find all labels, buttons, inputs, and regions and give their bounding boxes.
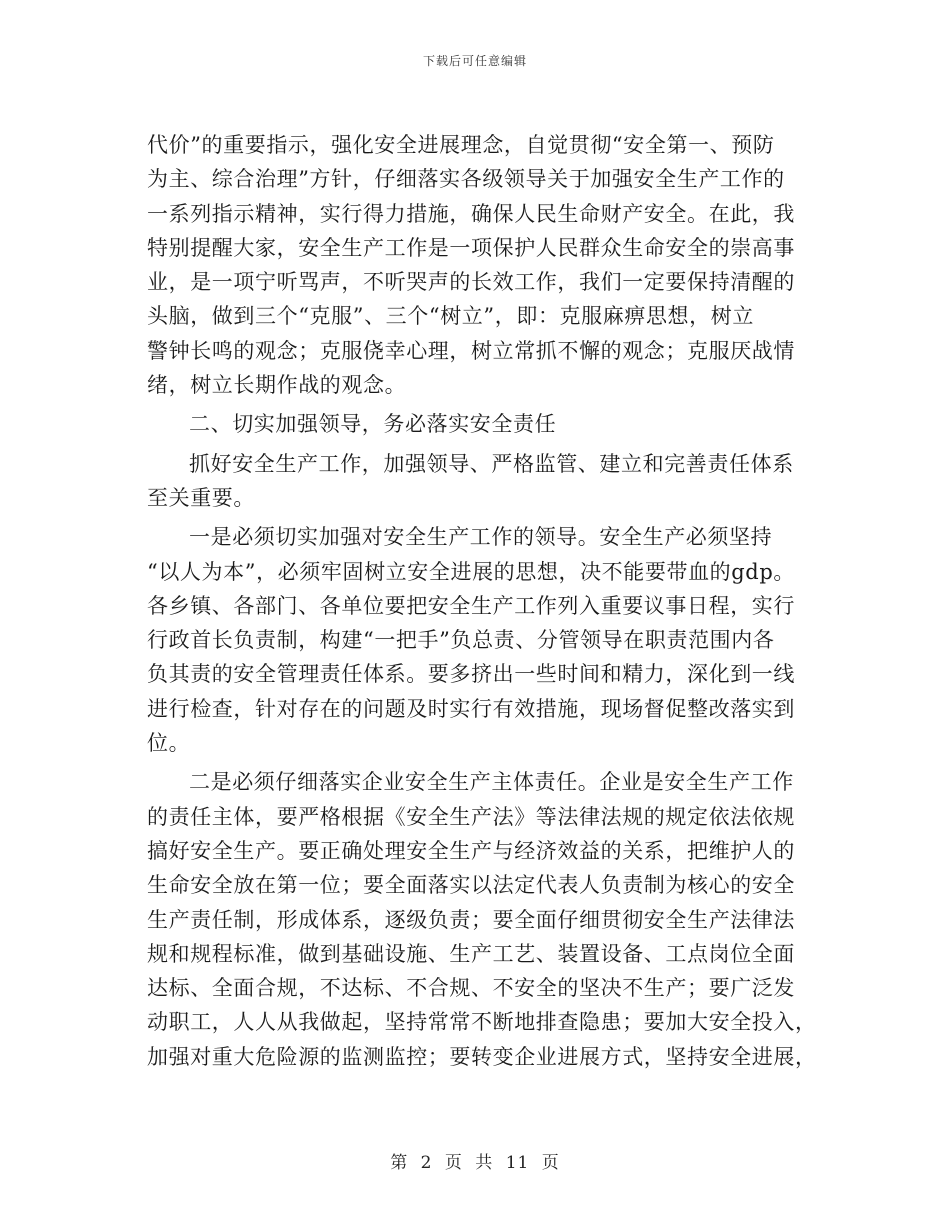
paragraph-line: 业，是一项宁听骂声，不听哭声的长效工作，我们一定要保持清醒的 — [147, 270, 795, 295]
paragraph-line: 搞好安全生产。要正确处理安全生产与经济效益的关系，把维护人的 — [147, 838, 795, 863]
paragraph-line: 达标、全面合规，不达标、不合规、不安全的坚决不生产；要广泛发 — [147, 976, 795, 1001]
paragraph-line: 抓好安全生产工作，加强领导、严格监管、建立和完善责任体系 — [189, 451, 794, 476]
paragraph-line: 各乡镇、各部门、各单位要把安全生产工作列入重要议事日程，实行 — [147, 593, 795, 618]
page-header: 下载后可任意编辑 — [422, 54, 527, 68]
current-page-number: 2 — [420, 1153, 433, 1173]
paragraph-line: 位。 — [147, 731, 191, 756]
page-unit-label: 页 — [444, 1153, 463, 1173]
paragraph-line: 一是必须切实加强对安全生产工作的领导。安全生产必须坚持 — [189, 525, 773, 550]
paragraph-line: 动职工，人人从我做起，坚持常常不断地排查隐患；要加大安全投入， — [147, 1010, 817, 1035]
paragraph — [147, 447, 807, 516]
paragraph-line: 加强对重大危险源的监测监控；要转变企业进展方式，坚持安全进展， — [147, 1044, 817, 1069]
paragraph-line: 特别提醒大家，安全生产工作是一项保护人民群众生命安全的崇高事 — [147, 235, 795, 260]
paragraph — [147, 520, 807, 760]
total-pages-number: 11 — [505, 1153, 530, 1173]
paragraph-line: 进行检查，针对存在的问题及时实行有效措施，现场督促整改落实到 — [147, 696, 795, 721]
paragraph — [147, 407, 807, 441]
document-body — [147, 128, 817, 1074]
total-unit-label: 页 — [541, 1153, 560, 1173]
paragraph — [147, 765, 817, 1074]
paragraph-line: 行政首长负责制，构建“一把手”负总责、分管领导在职责范围内各 — [147, 628, 775, 653]
paragraph-line: 二、切实加强领导，务必落实安全责任 — [189, 412, 557, 437]
page-label: 第 — [390, 1153, 409, 1173]
paragraph-line: 头脑，做到三个“克服”、三个“树立”，即：克服麻痹思想，树立 — [147, 304, 754, 329]
paragraph-line: 生命安全放在第一位；要全面落实以法定代表人负责制为核心的安全 — [147, 873, 795, 898]
total-label: 共 — [475, 1153, 494, 1173]
paragraph-line: 一系列指示精神，实行得力措施，确保人民生命财产安全。在此，我 — [147, 201, 795, 226]
paragraph-line: 二是必须仔细落实企业安全生产主体责任。企业是安全生产工作 — [189, 770, 794, 795]
paragraph-line: “以人为本”，必须牢固树立安全进展的思想，决不能要带血的gdp。 — [147, 559, 795, 584]
paragraph-line: 规和规程标准，做到基础设施、生产工艺、装置设备、工点岗位全面 — [147, 941, 795, 966]
paragraph-line: 至关重要。 — [147, 485, 255, 510]
paragraph-line: 代价”的重要指示，强化安全进展理念，自觉贯彻“安全第一、预防 — [147, 133, 775, 157]
paragraph-line: 警钟长鸣的观念；克服侥幸心理，树立常抓不懈的观念；克服厌战情 — [147, 338, 795, 363]
paragraph-line: 负其责的安全管理责任体系。要多挤出一些时间和精力，深化到一线 — [147, 662, 795, 687]
paragraph-line: 的责任主体，要严格根据《安全生产法》等法律法规的规定依法依规 — [147, 804, 795, 829]
paragraph — [147, 128, 807, 402]
page-footer — [0, 1148, 950, 1173]
paragraph-line: 为主、综合治理”方针，仔细落实各级领导关于加强安全生产工作的 — [147, 167, 785, 192]
paragraph-line: 生产责任制，形成体系，逐级负责；要全面仔细贯彻安全生产法律法 — [147, 907, 795, 932]
paragraph-line: 绪，树立长期作战的观念。 — [147, 373, 407, 398]
